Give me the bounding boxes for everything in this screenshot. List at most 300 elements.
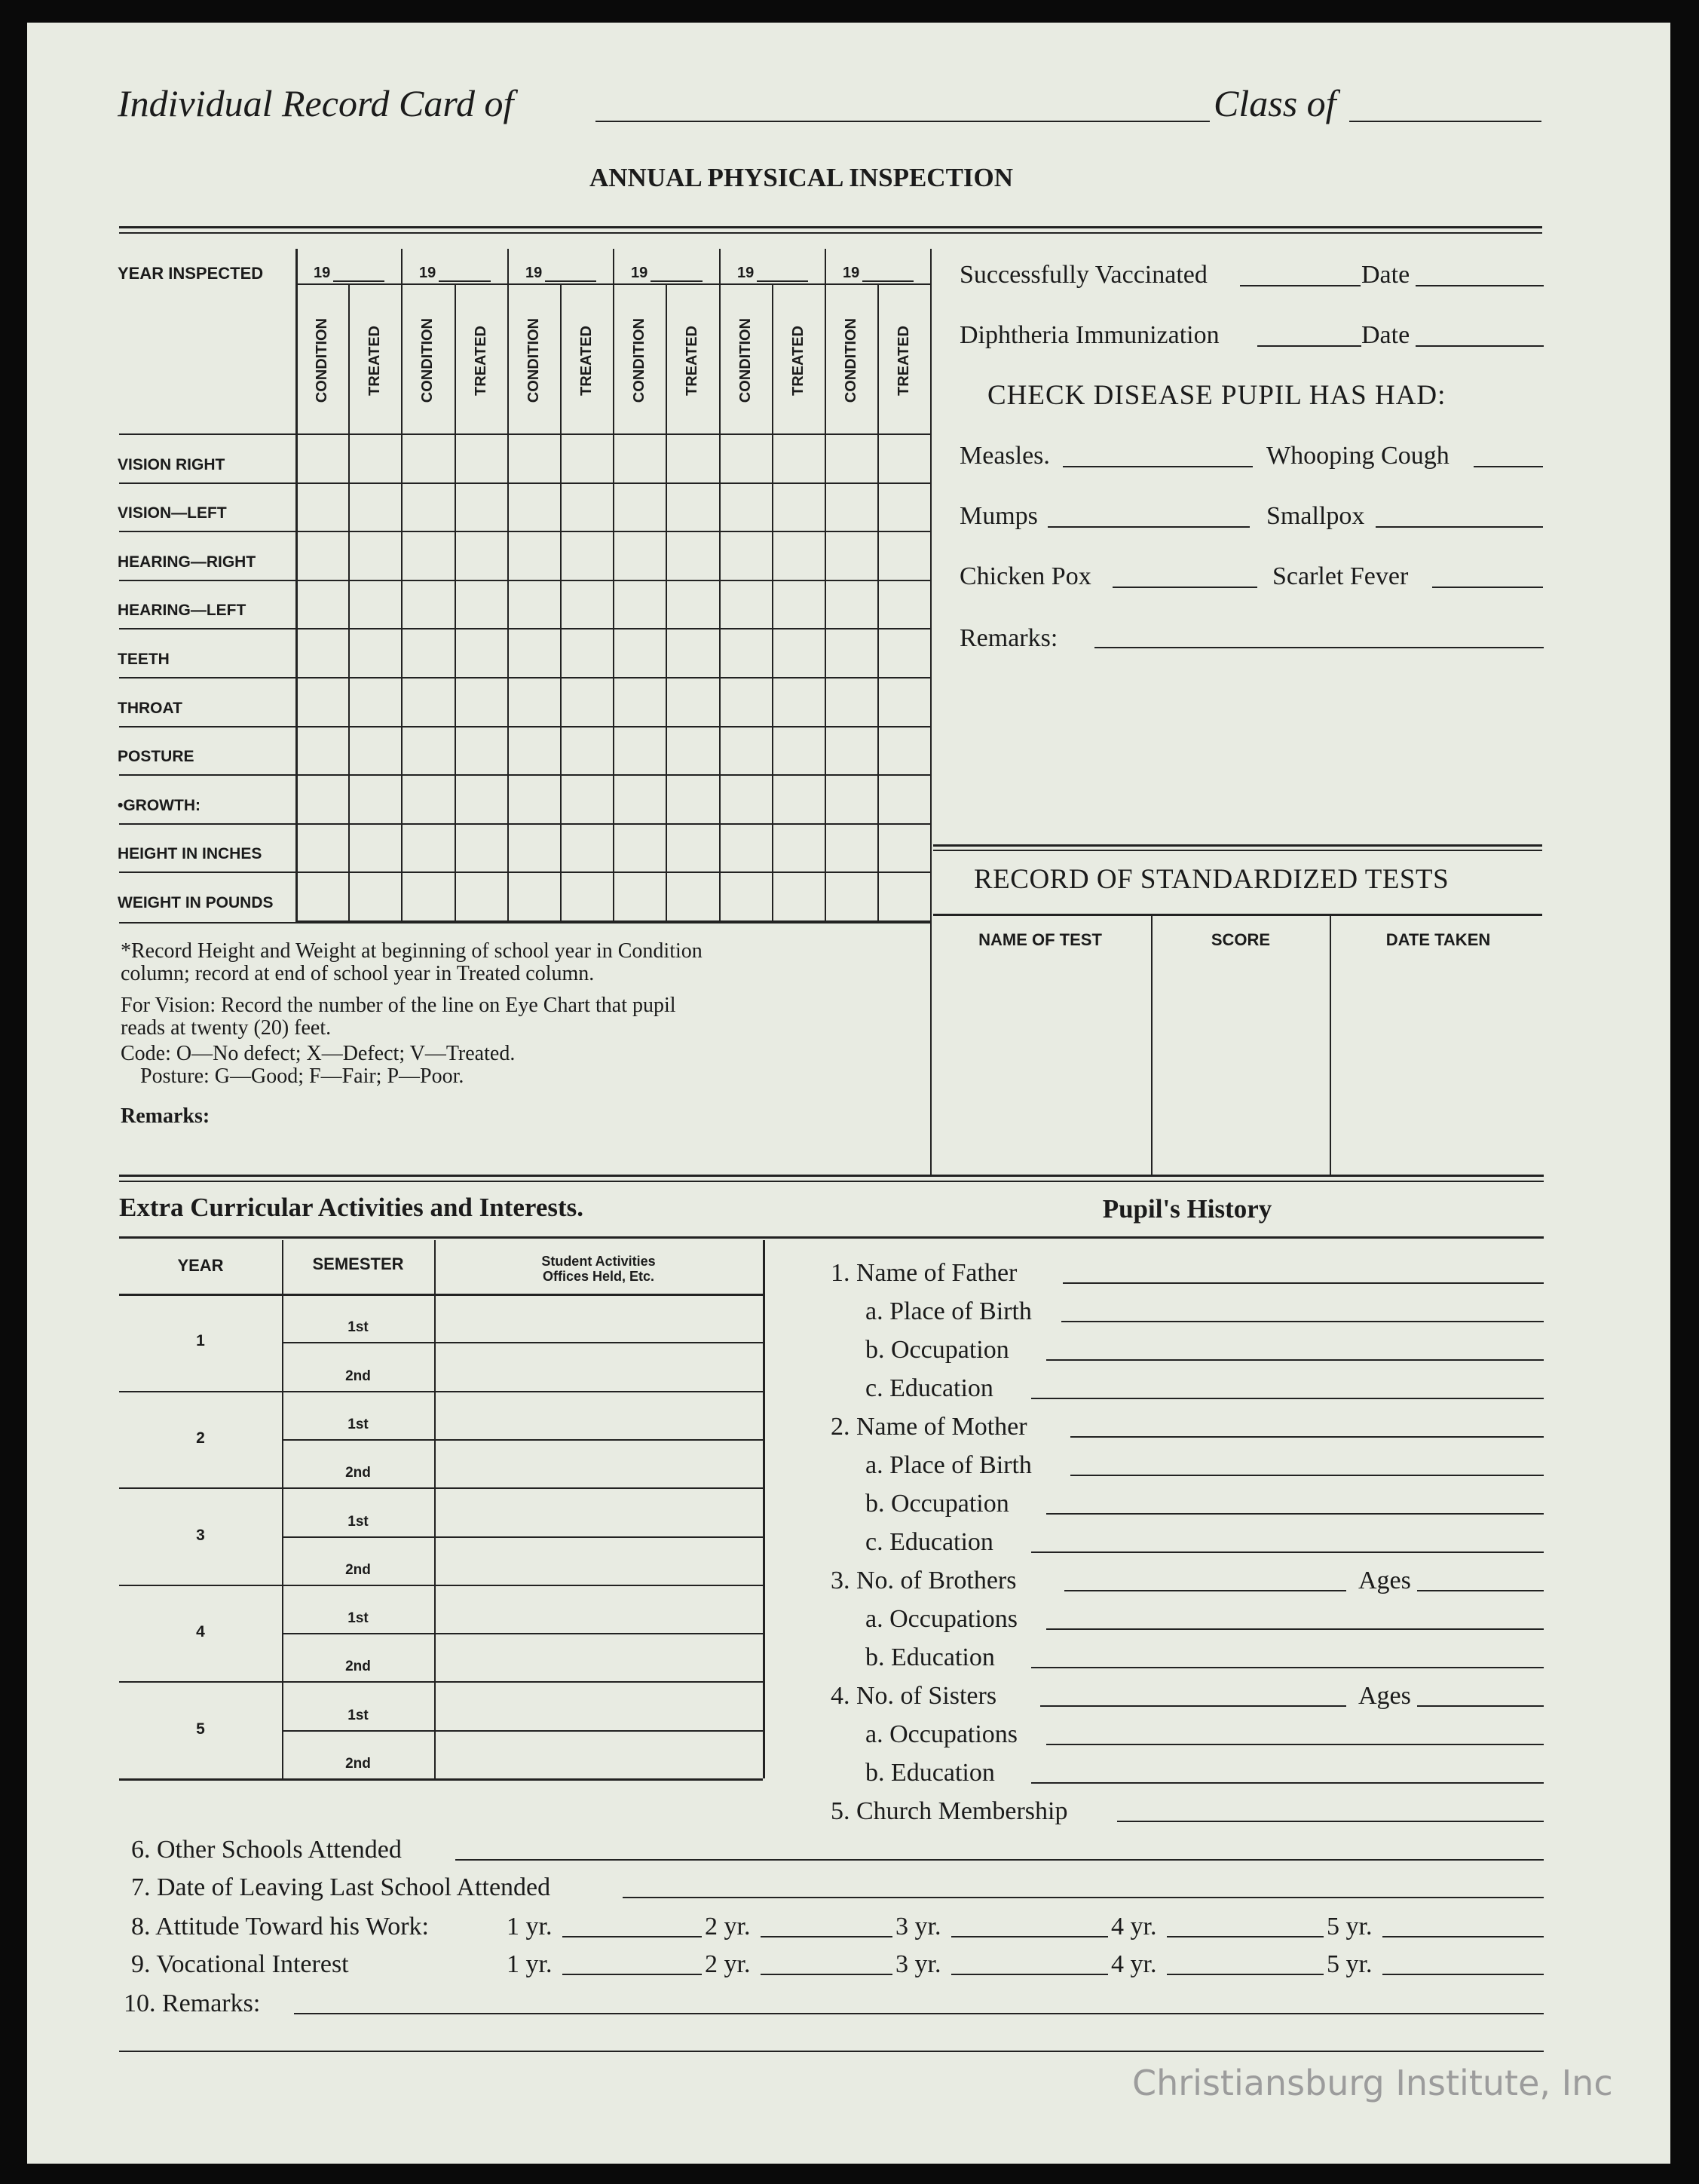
inspection-cell[interactable] <box>614 435 664 481</box>
row-label-line <box>119 677 295 678</box>
row-label-line <box>119 823 295 825</box>
activity-cell[interactable] <box>437 1441 760 1485</box>
col-treated <box>573 285 600 436</box>
history-line[interactable] <box>1070 1436 1544 1438</box>
inspection-cell[interactable] <box>350 629 399 675</box>
inspection-row-label: POSTURE <box>118 748 194 765</box>
row-label-line <box>119 628 295 629</box>
inspection-cell[interactable] <box>456 678 506 724</box>
year-label: 4 yr. <box>1111 1950 1157 1978</box>
inspection-cell[interactable] <box>773 776 823 822</box>
activities-col-semester: SEMESTER <box>312 1254 404 1273</box>
smallpox-label: Smallpox <box>1266 502 1365 530</box>
inspection-cell[interactable] <box>773 873 823 919</box>
inspection-cell[interactable] <box>562 873 611 919</box>
inspection-cell[interactable] <box>509 581 559 627</box>
inspection-cell[interactable] <box>403 678 453 724</box>
smallpox-line[interactable] <box>1376 526 1543 528</box>
row-label-line <box>119 871 295 873</box>
inspection-cell[interactable] <box>297 435 347 481</box>
inspection-cell[interactable] <box>297 776 347 822</box>
inspection-cell[interactable] <box>721 825 770 871</box>
inspection-cell[interactable] <box>403 629 453 675</box>
inspection-cell[interactable] <box>879 629 929 675</box>
whooping-cough-line[interactable] <box>1474 466 1543 467</box>
date-leaving-line[interactable] <box>623 1897 1544 1898</box>
activity-cell[interactable] <box>437 1539 760 1582</box>
inspection-cell[interactable] <box>614 532 664 578</box>
diphtheria-line[interactable] <box>1257 345 1361 347</box>
activities-right-border <box>763 1240 765 1778</box>
inspection-bottom-line <box>119 922 930 924</box>
measles-label: Measles. <box>960 442 1050 470</box>
note-line-1: *Record Height and Weight at beginning of school year in Condition <box>121 939 703 963</box>
scarlet-fever-line[interactable] <box>1432 587 1543 588</box>
inspection-cell[interactable] <box>773 532 823 578</box>
inspection-cell[interactable] <box>403 484 453 530</box>
class-label: Class of <box>1214 82 1336 124</box>
year-prefix: 19 <box>843 265 860 281</box>
inspection-cell[interactable] <box>562 484 611 530</box>
divider-top-1 <box>119 226 1542 228</box>
note-line-2: column; record at end of school year in Treated column. <box>121 962 595 985</box>
inspection-cell[interactable] <box>879 532 929 578</box>
inspection-cell[interactable] <box>667 727 718 773</box>
inspection-cell[interactable] <box>826 581 876 627</box>
inspection-cell[interactable] <box>667 678 718 724</box>
year-input-line[interactable] <box>545 280 596 282</box>
inspection-cell[interactable] <box>879 581 929 627</box>
activities-col-divider-1 <box>282 1240 283 1778</box>
inspection-cell[interactable] <box>509 532 559 578</box>
inspection-cell[interactable] <box>826 629 876 675</box>
inspection-cell[interactable] <box>826 727 876 773</box>
inspection-row-label: HEIGHT IN INCHES <box>118 845 262 862</box>
inspection-cell[interactable] <box>562 532 611 578</box>
activity-cell[interactable] <box>437 1344 760 1388</box>
chicken-pox-line[interactable] <box>1113 587 1257 588</box>
inspection-cell[interactable] <box>456 727 506 773</box>
inspection-cell[interactable] <box>667 532 718 578</box>
year-line <box>119 1391 763 1392</box>
col-condition <box>415 285 442 436</box>
col-treated-label: TREATED <box>366 325 383 396</box>
inspection-cell[interactable] <box>614 678 664 724</box>
history-line[interactable] <box>1070 1475 1544 1476</box>
year-input-line[interactable] <box>651 280 703 282</box>
inspection-cell[interactable] <box>826 873 876 919</box>
inspection-cell[interactable] <box>562 581 611 627</box>
inspection-cell[interactable] <box>509 629 559 675</box>
inspection-cell[interactable] <box>721 629 770 675</box>
year-label: 4 yr. <box>1111 1913 1157 1940</box>
disease-remarks-line[interactable] <box>1094 647 1544 648</box>
col-treated <box>785 285 812 436</box>
year-prefix: 19 <box>525 265 543 281</box>
inspection-cell[interactable] <box>614 629 664 675</box>
year-label: 3 yr. <box>895 1950 941 1978</box>
inspection-row-label: WEIGHT IN POUNDS <box>118 894 274 911</box>
inspection-cell[interactable] <box>773 678 823 724</box>
diphtheria-date-label: Date <box>1361 321 1410 349</box>
year-entry-line[interactable] <box>951 1974 1108 1975</box>
col-condition-label: CONDITION <box>419 317 436 403</box>
history-item-label: a. Place of Birth <box>865 1451 1032 1479</box>
note-line-4: reads at twenty (20) feet. <box>121 1016 332 1040</box>
inspection-cell[interactable] <box>721 581 770 627</box>
inspection-cell[interactable] <box>456 435 506 481</box>
inspection-cell[interactable] <box>350 678 399 724</box>
inspection-cell[interactable] <box>721 776 770 822</box>
history-item-label: a. Place of Birth <box>865 1297 1032 1325</box>
inspection-cell[interactable] <box>456 873 506 919</box>
history-line[interactable] <box>1031 1667 1544 1668</box>
activities-col-year: YEAR <box>177 1256 224 1275</box>
inspection-cell[interactable] <box>721 435 770 481</box>
other-schools-line[interactable] <box>455 1859 1544 1861</box>
inspection-cell[interactable] <box>456 776 506 822</box>
inspection-cell[interactable] <box>879 776 929 822</box>
activity-cell[interactable] <box>437 1683 760 1727</box>
col-condition-label: CONDITION <box>313 317 330 403</box>
inspection-row-label: HEARING—RIGHT <box>118 553 256 571</box>
inspection-cell[interactable] <box>509 873 559 919</box>
inspection-cell[interactable] <box>562 727 611 773</box>
activities-year: 2 <box>196 1429 205 1447</box>
col-treated-label: TREATED <box>472 325 489 396</box>
activities-year: 5 <box>196 1720 205 1738</box>
history-line[interactable] <box>1046 1744 1544 1745</box>
inspection-cell[interactable] <box>562 776 611 822</box>
inspection-cell[interactable] <box>562 678 611 724</box>
year-prefix: 19 <box>314 265 331 281</box>
inspection-cell[interactable] <box>614 776 664 822</box>
inspection-cell[interactable] <box>350 825 399 871</box>
year-label: 2 yr. <box>705 1950 751 1978</box>
activities-year: 4 <box>196 1623 205 1640</box>
activities-top-line <box>119 1236 1544 1239</box>
semester-line <box>282 1439 763 1441</box>
inspection-cell[interactable] <box>826 776 876 822</box>
inspection-cell[interactable] <box>614 581 664 627</box>
mumps-line[interactable] <box>1048 526 1250 528</box>
activities-year: 1 <box>196 1332 205 1349</box>
history-item-label: 2. Name of Mother <box>831 1413 1027 1441</box>
history-line[interactable] <box>1117 1821 1544 1822</box>
note-line-3: For Vision: Record the number of the line on Eye Chart that pupil <box>121 994 676 1017</box>
year-entry-line[interactable] <box>1167 1936 1324 1937</box>
inspection-cell[interactable] <box>297 532 347 578</box>
tests-title: RECORD OF STANDARDIZED TESTS <box>974 864 1450 895</box>
card-title: Individual Record Card of <box>118 82 514 124</box>
year-entry-line[interactable] <box>951 1936 1108 1937</box>
col-condition <box>308 285 335 436</box>
year-label: 5 yr. <box>1327 1950 1373 1978</box>
activities-semester: 2nd <box>345 1562 371 1578</box>
history-line[interactable] <box>1031 1398 1544 1399</box>
history-line[interactable] <box>1040 1705 1346 1707</box>
inspection-cell[interactable] <box>297 581 347 627</box>
inspection-cell[interactable] <box>456 629 506 675</box>
inspection-cell[interactable] <box>773 727 823 773</box>
history-item-label: a. Occupations <box>865 1605 1018 1633</box>
history-line[interactable] <box>1064 1590 1346 1591</box>
col-condition-label: CONDITION <box>525 317 542 403</box>
vaccinated-date-label: Date <box>1361 261 1410 289</box>
vaccinated-label: Successfully Vaccinated <box>960 261 1208 289</box>
inspection-cell[interactable] <box>721 873 770 919</box>
history-line[interactable] <box>1046 1628 1544 1630</box>
inspection-cell[interactable] <box>879 435 929 481</box>
inspection-cell[interactable] <box>773 825 823 871</box>
inspection-cell[interactable] <box>879 484 929 530</box>
tests-divider-1 <box>933 844 1542 847</box>
vocational-label: 9. Vocational Interest <box>131 1950 349 1978</box>
inspection-cell[interactable] <box>403 825 453 871</box>
inspection-cell[interactable] <box>826 484 876 530</box>
inspection-cell[interactable] <box>456 825 506 871</box>
history-line[interactable] <box>1046 1359 1544 1361</box>
history-item-label: b. Education <box>865 1643 995 1671</box>
inspection-cell[interactable] <box>826 435 876 481</box>
activity-cell[interactable] <box>437 1635 760 1679</box>
row-label-line <box>119 531 295 532</box>
col-treated <box>679 285 706 436</box>
inspection-cell[interactable] <box>350 776 399 822</box>
inspection-cell[interactable] <box>297 629 347 675</box>
year-label: 2 yr. <box>705 1913 751 1940</box>
year-label: 3 yr. <box>895 1913 941 1940</box>
inspection-cell[interactable] <box>403 532 453 578</box>
inspection-cell[interactable] <box>297 873 347 919</box>
divider-mid-2 <box>119 1181 1544 1182</box>
history-item-label: 5. Church Membership <box>831 1797 1068 1825</box>
inspection-cell[interactable] <box>562 825 611 871</box>
year-entry-line[interactable] <box>1167 1974 1324 1975</box>
col-condition <box>837 285 865 436</box>
mumps-label: Mumps <box>960 502 1038 530</box>
activities-col-activities: Student Activities <box>541 1254 656 1269</box>
activities-col-divider-2 <box>434 1240 436 1778</box>
history-item-label: a. Occupations <box>865 1720 1018 1748</box>
inspection-cell[interactable] <box>350 727 399 773</box>
activity-cell[interactable] <box>437 1490 760 1533</box>
class-line[interactable] <box>1349 121 1541 122</box>
activities-year: 3 <box>196 1527 205 1544</box>
year-entry-line[interactable] <box>562 1974 702 1975</box>
name-line[interactable] <box>595 121 1210 122</box>
history-line[interactable] <box>1031 1782 1544 1784</box>
inspection-cell[interactable] <box>350 873 399 919</box>
history-line[interactable] <box>1046 1513 1544 1515</box>
diphtheria-label: Diphtheria Immunization <box>960 321 1220 349</box>
notes-remarks-label: Remarks: <box>121 1104 210 1128</box>
semester-line <box>282 1633 763 1634</box>
inspection-cell[interactable] <box>773 435 823 481</box>
inspection-cell[interactable] <box>721 678 770 724</box>
measles-line[interactable] <box>1063 466 1253 467</box>
year-entry-line[interactable] <box>761 1936 892 1937</box>
inspection-cell[interactable] <box>456 484 506 530</box>
history-line[interactable] <box>1063 1282 1544 1284</box>
activity-cell[interactable] <box>437 1296 760 1340</box>
inspection-cell[interactable] <box>667 581 718 627</box>
vaccinated-line[interactable] <box>1240 285 1361 286</box>
column-divider <box>930 249 932 1175</box>
activities-col-offices: Offices Held, Etc. <box>542 1269 655 1284</box>
date-leaving-label: 7. Date of Leaving Last School Attended <box>131 1873 551 1901</box>
note-line-5: Code: O—No defect; X—Defect; V—Treated. <box>121 1042 516 1065</box>
year-input-line[interactable] <box>757 280 808 282</box>
inspection-cell[interactable] <box>403 727 453 773</box>
inspection-cell[interactable] <box>721 532 770 578</box>
inspection-cell[interactable] <box>350 435 399 481</box>
tests-col-score: SCORE <box>1211 930 1271 949</box>
inspection-cell[interactable] <box>297 484 347 530</box>
semester-line <box>282 1342 763 1343</box>
col-condition <box>520 285 547 436</box>
row-label-line <box>119 726 295 727</box>
col-treated <box>467 285 494 436</box>
inspection-cell[interactable] <box>297 727 347 773</box>
vaccinated-date-line[interactable] <box>1416 285 1544 286</box>
ages-line[interactable] <box>1417 1590 1544 1591</box>
tests-col-date: DATE TAKEN <box>1385 930 1491 949</box>
inspection-cell[interactable] <box>350 484 399 530</box>
inspection-cell[interactable] <box>614 727 664 773</box>
final-remarks-line[interactable] <box>294 2013 1544 2014</box>
history-line[interactable] <box>1031 1551 1544 1553</box>
tests-col-divider-1 <box>1151 914 1153 1175</box>
inspection-cell[interactable] <box>773 629 823 675</box>
attitude-label: 8. Attitude Toward his Work: <box>131 1913 430 1940</box>
col-treated-label: TREATED <box>895 325 912 396</box>
col-condition <box>732 285 759 436</box>
inspection-cell[interactable] <box>667 825 718 871</box>
year-line <box>119 1681 763 1683</box>
col-condition-label: CONDITION <box>736 317 754 403</box>
activities-semester: 1st <box>347 1514 369 1530</box>
history-item-label: 1. Name of Father <box>831 1259 1018 1287</box>
inspection-cell[interactable] <box>826 825 876 871</box>
col-condition <box>626 285 653 436</box>
tests-col-name: NAME OF TEST <box>978 930 1102 949</box>
other-schools-label: 6. Other Schools Attended <box>131 1836 402 1864</box>
inspection-cell[interactable] <box>879 678 929 724</box>
activity-cell[interactable] <box>437 1393 760 1437</box>
col-condition-label: CONDITION <box>630 317 647 403</box>
history-item-label: 3. No. of Brothers <box>831 1567 1017 1594</box>
inspection-cell[interactable] <box>826 678 876 724</box>
history-line[interactable] <box>1061 1321 1544 1322</box>
inspection-cell[interactable] <box>667 484 718 530</box>
year-label: 5 yr. <box>1327 1913 1373 1940</box>
inspection-cell[interactable] <box>879 873 929 919</box>
year-label: 1 yr. <box>507 1913 553 1940</box>
history-item-label: b. Education <box>865 1759 995 1787</box>
year-entry-line[interactable] <box>1382 1936 1544 1937</box>
inspection-cell[interactable] <box>667 776 718 822</box>
year-entry-line[interactable] <box>1382 1974 1544 1975</box>
inspection-cell[interactable] <box>509 678 559 724</box>
activity-cell[interactable] <box>437 1732 760 1776</box>
inspection-cell[interactable] <box>509 435 559 481</box>
inspection-cell[interactable] <box>456 532 506 578</box>
year-entry-line[interactable] <box>562 1936 702 1937</box>
inspection-cell[interactable] <box>297 678 347 724</box>
inspection-cell[interactable] <box>403 873 453 919</box>
inspection-cell[interactable] <box>667 435 718 481</box>
inspection-cell[interactable] <box>667 873 718 919</box>
bottom-line <box>119 2051 1544 2052</box>
inspection-cell[interactable] <box>509 484 559 530</box>
history-title: Pupil's History <box>1102 1194 1272 1224</box>
note-line-6: Posture: G—Good; F—Fair; P—Poor. <box>140 1064 464 1088</box>
inspection-cell[interactable] <box>509 727 559 773</box>
inspection-cell[interactable] <box>721 727 770 773</box>
inspection-cell[interactable] <box>350 532 399 578</box>
tests-header-line <box>933 914 1542 916</box>
inspection-cell[interactable] <box>667 629 718 675</box>
inspection-cell[interactable] <box>826 532 876 578</box>
year-line <box>119 1778 763 1781</box>
inspection-cell[interactable] <box>562 435 611 481</box>
inspection-row-label: •GROWTH: <box>118 797 201 814</box>
year-entry-line[interactable] <box>761 1974 892 1975</box>
activity-cell[interactable] <box>437 1587 760 1631</box>
col-treated <box>890 285 917 436</box>
inspection-cell[interactable] <box>403 776 453 822</box>
year-input-line[interactable] <box>862 280 914 282</box>
col-treated-label: TREATED <box>789 325 807 396</box>
inspection-row-label: VISION RIGHT <box>118 456 225 473</box>
inspection-cell[interactable] <box>614 873 664 919</box>
year-inspected-label: YEAR INSPECTED <box>118 264 264 283</box>
inspection-cell[interactable] <box>614 484 664 530</box>
inspection-cell[interactable] <box>614 825 664 871</box>
inspection-cell[interactable] <box>403 435 453 481</box>
activities-semester: 2nd <box>345 1756 371 1772</box>
inspection-cell[interactable] <box>297 825 347 871</box>
chicken-pox-label: Chicken Pox <box>960 562 1091 590</box>
inspection-cell[interactable] <box>509 825 559 871</box>
year-label: 1 yr. <box>507 1950 553 1978</box>
inspection-cell[interactable] <box>879 727 929 773</box>
row-label-line <box>119 774 295 776</box>
inspection-cell[interactable] <box>721 484 770 530</box>
year-input-line[interactable] <box>333 280 384 282</box>
year-input-line[interactable] <box>439 280 491 282</box>
inspection-cell[interactable] <box>562 629 611 675</box>
activities-semester: 2nd <box>345 1368 371 1384</box>
year-prefix: 19 <box>631 265 648 281</box>
inspection-cell[interactable] <box>773 484 823 530</box>
history-item-label: 4. No. of Sisters <box>831 1682 997 1710</box>
disease-remarks-label: Remarks: <box>960 624 1058 652</box>
year-prefix: 19 <box>737 265 755 281</box>
inspection-cell[interactable] <box>456 581 506 627</box>
section-title-inspection: ANNUAL PHYSICAL INSPECTION <box>589 163 1014 192</box>
inspection-cell[interactable] <box>879 825 929 871</box>
inspection-cell[interactable] <box>509 776 559 822</box>
diphtheria-date-line[interactable] <box>1416 345 1544 347</box>
ages-line[interactable] <box>1417 1705 1544 1707</box>
inspection-cell[interactable] <box>773 581 823 627</box>
row-label-line <box>119 580 295 581</box>
inspection-cell[interactable] <box>403 581 453 627</box>
inspection-cell[interactable] <box>350 581 399 627</box>
tests-col-divider-2 <box>1330 914 1331 1175</box>
